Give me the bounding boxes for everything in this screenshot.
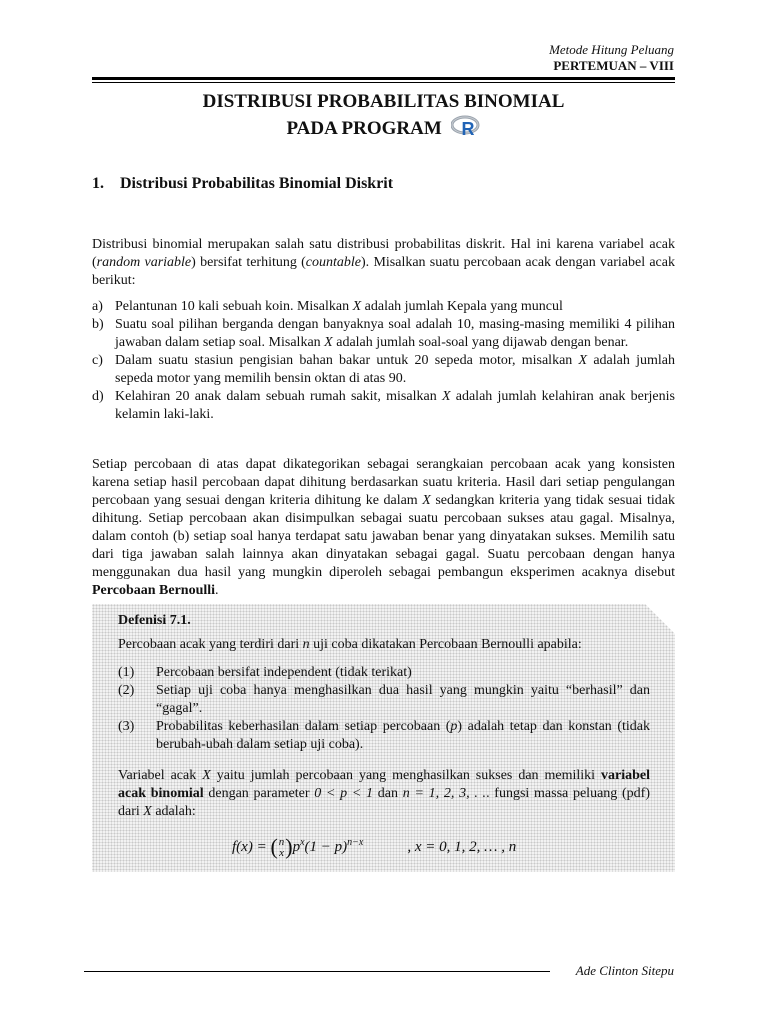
emphasis-random-variable: random variable xyxy=(96,255,192,270)
math-variable: X xyxy=(202,768,211,783)
text-run: ) bersifat terhitung ( xyxy=(191,255,306,270)
title-line-2 xyxy=(92,114,675,141)
text-run: Setiap uji coba hanya menghasilkan dua hasil yang mungkin yaitu “berhasil” dan “gagal”. xyxy=(156,683,650,716)
text-run: adalah jumlah kelahiran anak berjenis kelamin laki-laki. xyxy=(115,389,675,422)
list-item xyxy=(118,682,650,718)
math-variable: X xyxy=(441,389,451,404)
r-logo-letter: R xyxy=(461,119,475,138)
header-rule-thin xyxy=(92,82,675,83)
math-condition: n = 1, 2, 3, . . xyxy=(402,786,487,801)
list-item xyxy=(92,352,675,388)
text-run: ) adalah tetap dan konstan (tidak berubah-ubah dalam setiap uji coba). xyxy=(156,719,650,752)
text-run: uji coba dikatakan Percobaan Bernoulli apabila: xyxy=(309,637,582,652)
list-item xyxy=(92,298,675,316)
formula-exponent: n−x xyxy=(347,837,364,848)
math-variable: X xyxy=(324,335,333,350)
text-run: dengan parameter xyxy=(203,786,315,801)
text-run: Variabel acak xyxy=(118,768,203,783)
text-run: adalah jumlah Kepala yang muncul xyxy=(361,299,563,314)
course-name: Metode Hitung Peluang xyxy=(549,42,674,57)
list-label: c) xyxy=(92,353,103,368)
text-run: Pelantunan 10 kali sebuah koin. Misalkan xyxy=(115,299,353,314)
bold-term: variabel acak binomial xyxy=(118,768,650,801)
intro-paragraph xyxy=(92,236,675,290)
list-label: a) xyxy=(92,299,103,314)
meeting-label: PERTEMUAN – VIII xyxy=(553,58,674,73)
text-run: dan xyxy=(373,786,403,801)
text-run: Setiap percobaan di atas dapat dikategorikan sebagai serangkaian percobaan acak yang konsisten karena setiap hasil percobaan dapat dihitung berdasarkan suatu kriteria. Hasil dari setiap pengulangan percobaan yang sesuai dengan kriteria dihitung ke dalam xyxy=(92,457,675,508)
math-variable: X xyxy=(422,493,431,508)
text-run: adalah jumlah sepeda motor yang memilih bensin oktan di atas 90. xyxy=(115,353,675,386)
definition-title: Defenisi 7.1. xyxy=(118,613,191,628)
running-header xyxy=(549,42,674,74)
definition-paragraph xyxy=(118,767,650,821)
text-run: Distribusi binomial merupakan salah satu distribusi probabilitas diskrit. Hal ini karena variabel acak ( xyxy=(92,237,675,270)
math-variable: n xyxy=(302,637,310,652)
list-item xyxy=(92,316,675,352)
r-logo-icon xyxy=(451,114,481,138)
math-variable: X xyxy=(143,804,152,819)
text-run: ). Misalkan suatu percobaan acak dengan variabel acak berikut: xyxy=(92,255,675,288)
definition-intro xyxy=(118,636,650,654)
binom-top: n xyxy=(278,835,285,848)
list-label: d) xyxy=(92,389,104,404)
binom-bottom: x xyxy=(279,846,284,859)
text-run: Dalam suatu stasiun pengisian bahan bakar untuk 20 sepeda motor, misalkan xyxy=(115,353,579,368)
title-line-1: DISTRIBUSI PROBABILITAS BINOMIAL xyxy=(202,91,565,112)
section-number: 1. xyxy=(92,175,104,192)
text-run: Probabilitas keberhasilan dalam setiap percobaan ( xyxy=(156,719,451,734)
text-run: Suatu soal pilihan berganda dengan banyaknya soal adalah 10, masing-masing memiliki 4 pilihan jawaban dalam setiap soal. Misalkan xyxy=(115,317,675,350)
header-rule-thick xyxy=(92,77,675,80)
bernoulli-paragraph xyxy=(92,456,675,600)
text-run: Percobaan acak yang terdiri dari xyxy=(118,637,303,652)
text-run: yaitu jumlah percobaan yang menghasilkan sukses dan memiliki xyxy=(210,768,601,783)
bold-term: Percobaan Bernoulli xyxy=(92,583,216,598)
title-line-2-text: PADA PROGRAM xyxy=(286,118,442,139)
section-heading xyxy=(92,175,393,193)
formula-base: (1 − p) xyxy=(304,839,348,855)
text-run: . fungsi massa peluang (pdf) dari xyxy=(118,786,650,819)
text-run: adalah jumlah soal-soal yang dijawab dengan benar. xyxy=(332,335,629,350)
left-paren: ( xyxy=(270,834,278,859)
example-list xyxy=(92,298,675,424)
definition-conditions xyxy=(118,664,650,754)
page-title xyxy=(92,90,675,141)
binomial-pmf-formula xyxy=(232,834,516,860)
list-label: (1) xyxy=(118,665,135,680)
list-label: (3) xyxy=(118,719,135,734)
text-run: . xyxy=(215,583,219,598)
math-condition: 0 < p < 1 xyxy=(314,786,374,801)
list-item xyxy=(118,718,650,754)
formula-lhs: f(x) = xyxy=(232,839,271,855)
text-run: adalah: xyxy=(151,804,196,819)
right-paren: ) xyxy=(285,834,293,859)
emphasis-countable: countable xyxy=(305,255,362,270)
list-label: b) xyxy=(92,317,104,332)
section-title: Distribusi Probabilitas Binomial Diskrit xyxy=(120,175,394,192)
formula-base: p xyxy=(292,839,301,855)
list-item xyxy=(118,664,650,682)
footer-rule xyxy=(84,971,550,972)
text-run: Kelahiran 20 anak dalam sebuah rumah sakit, misalkan xyxy=(115,389,442,404)
formula-range: , x = 0, 1, 2, … , n xyxy=(407,839,517,855)
math-variable: X xyxy=(352,299,362,314)
math-variable: p xyxy=(450,719,458,734)
text-run: Percobaan bersifat independent (tidak terikat) xyxy=(156,665,412,680)
list-label: (2) xyxy=(118,683,135,698)
binomial-coefficient xyxy=(279,837,285,859)
list-item xyxy=(92,388,675,424)
footer-author: Ade Clinton Sitepu xyxy=(575,963,674,978)
math-variable: X xyxy=(578,353,588,368)
text-run: sedangkan kriteria yang tidak sesuai tidak dihitung. Setiap percobaan akan disimpulkan sebagai suatu percobaan sukses atau gagal. Misalnya, dalam contoh (b) setiap soal hanya terdapat satu jawaban benar yang dinyatakan sukses. Memilih satu dari tiga jawaban salah lainnya akan dinyatakan sebagai gagal. Suatu percobaan dengan hanya menggunakan dua hasil yang mungkin diperoleh sebagai pembangun eksperimen acaknya disebut xyxy=(92,493,675,580)
formula-exponent: x xyxy=(300,837,305,848)
